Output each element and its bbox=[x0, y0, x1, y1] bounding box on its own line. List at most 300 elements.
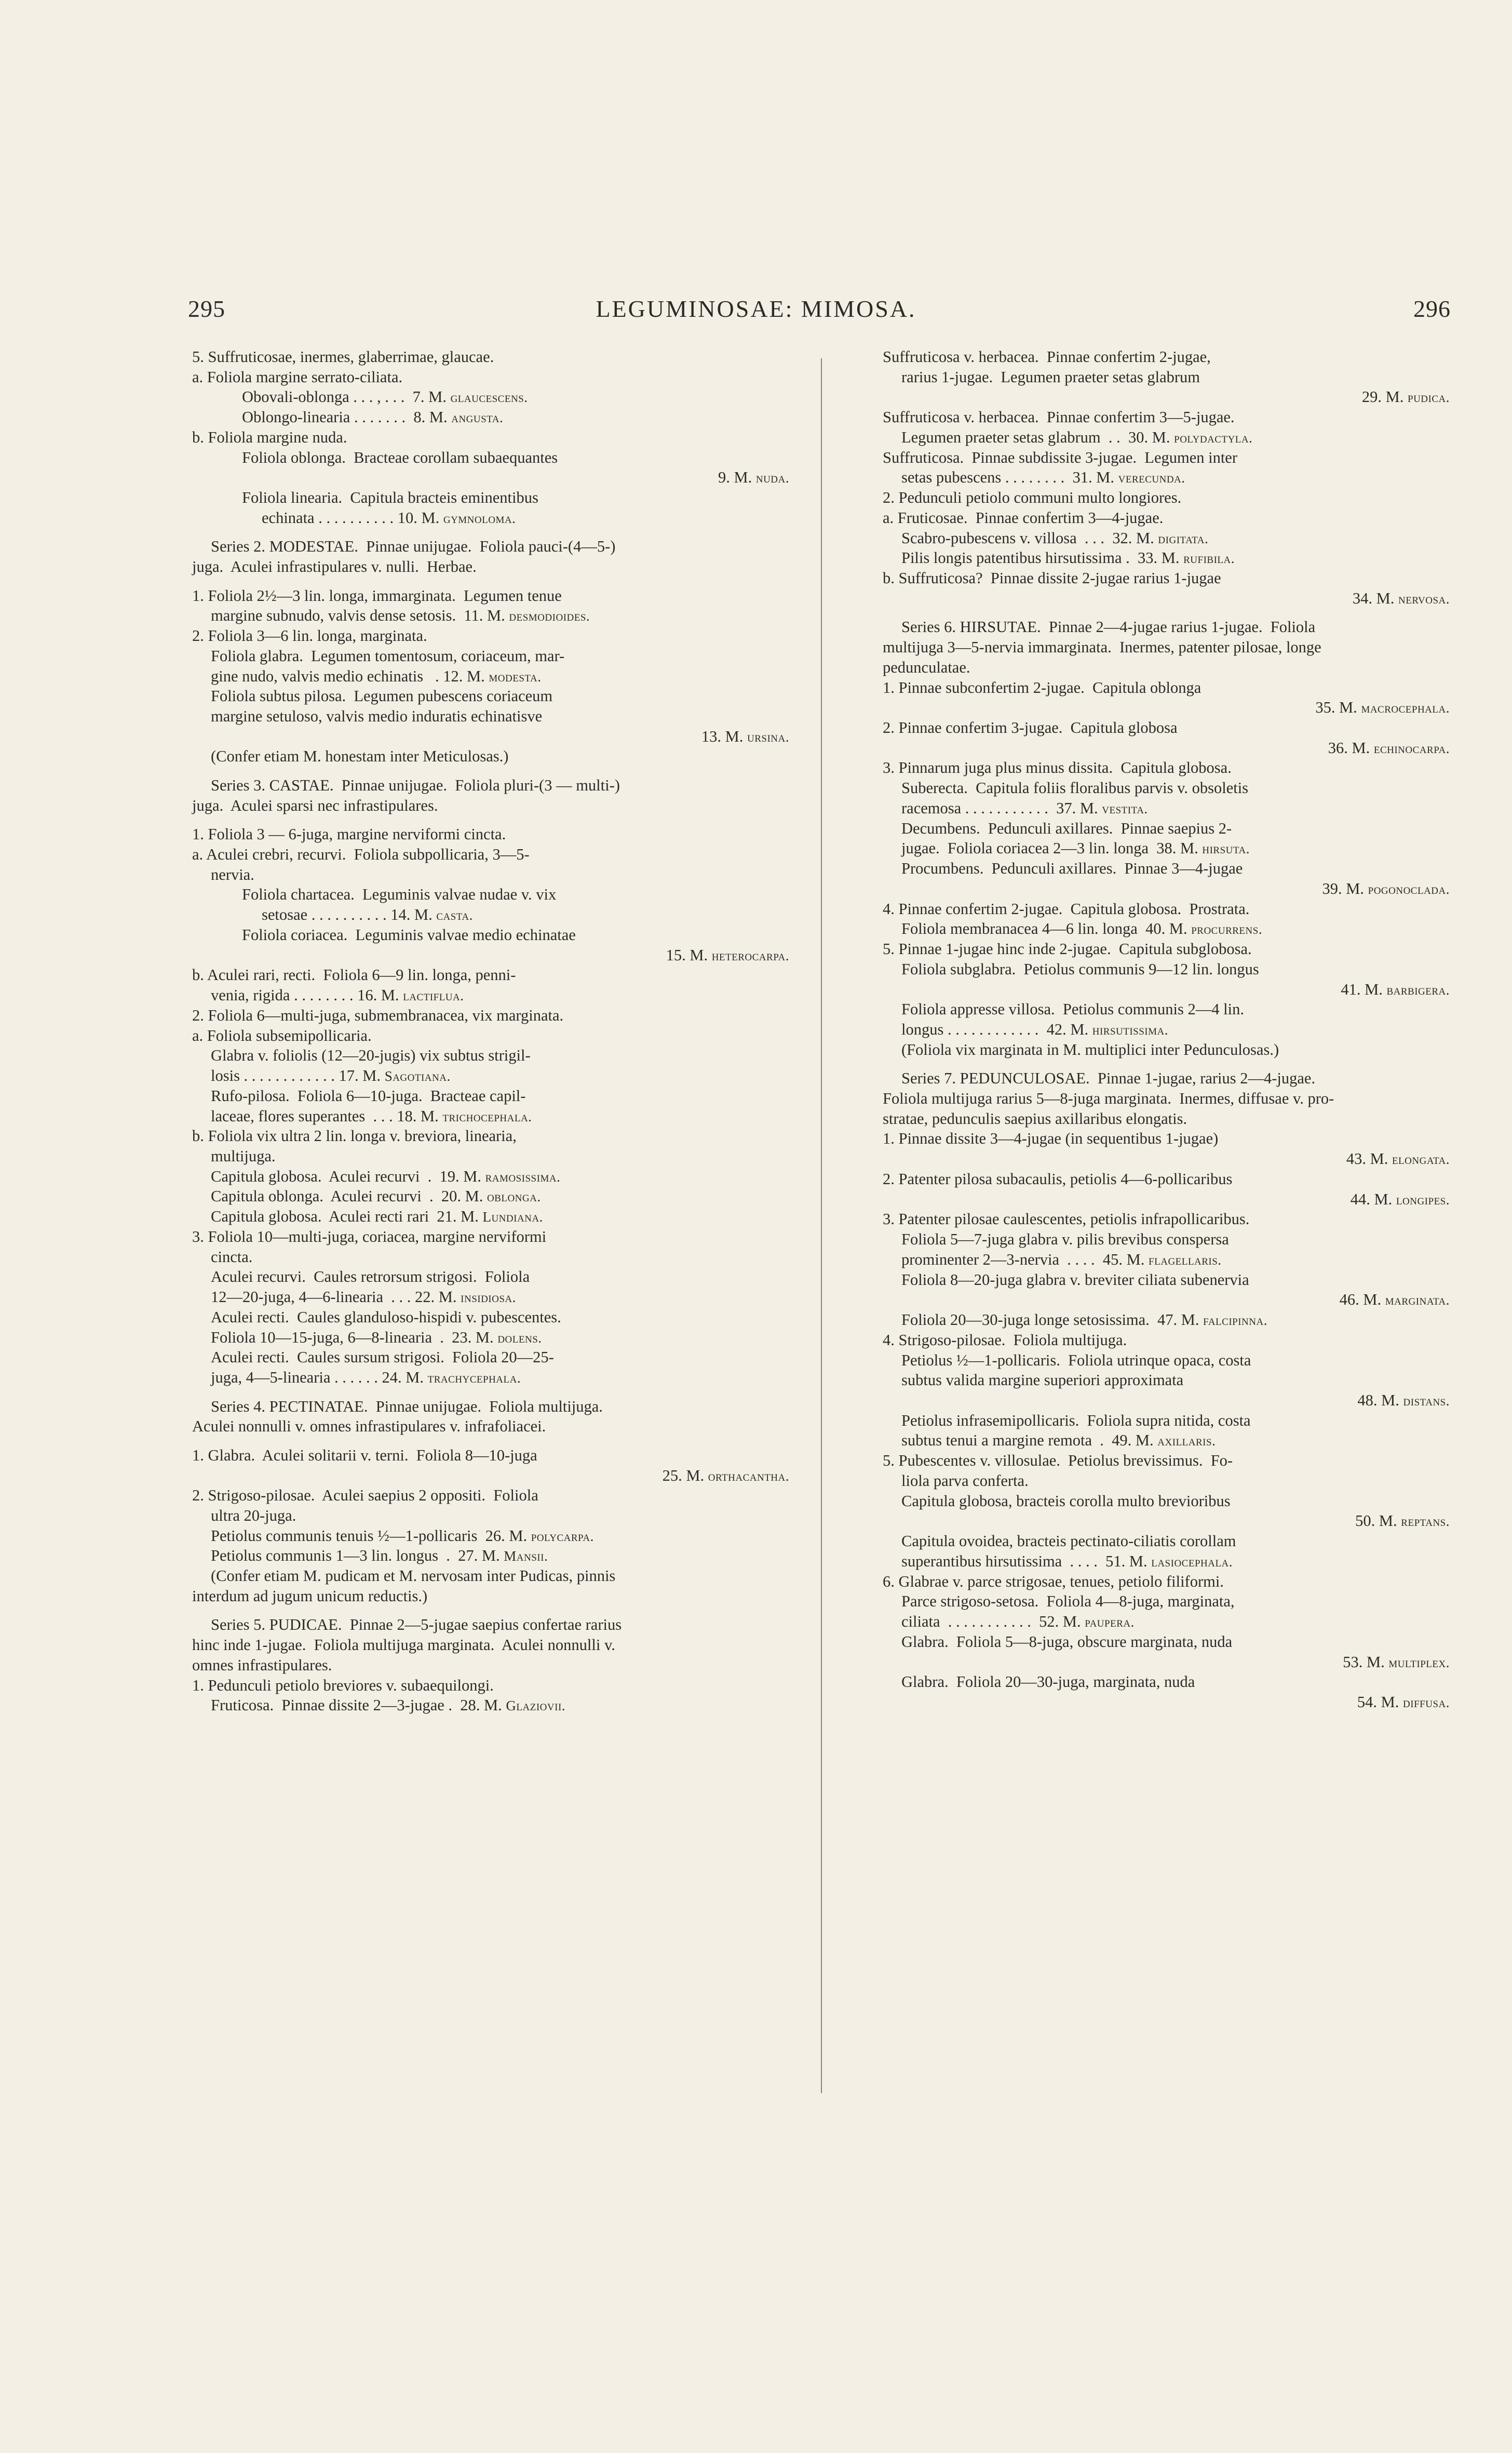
line-text: 1. Pedunculi petiolo breviores v. subaequilongi. bbox=[192, 1676, 494, 1694]
text-line bbox=[192, 1368, 793, 1388]
text-line bbox=[192, 865, 793, 885]
line-text: Petiolus ½—1-pollicaris. Foliola utrinque opaca, costa bbox=[901, 1351, 1251, 1369]
line-text: Series 7. PEDUNCULOSAE. Pinnae 1-jugae, rarius 2—4-jugae. bbox=[901, 1069, 1316, 1088]
line-text: Foliola subglabra. Petiolus communis 9—12 lin. longus bbox=[901, 960, 1259, 978]
text-line bbox=[883, 1632, 1454, 1652]
text-line bbox=[883, 1189, 1454, 1210]
text-line bbox=[883, 718, 1454, 738]
text-line bbox=[192, 347, 793, 367]
species-name: pudica. bbox=[1408, 390, 1450, 406]
species-name: elongata. bbox=[1392, 1151, 1450, 1168]
line-text: hinc inde 1-jugae. Foliola multijuga marginata. Aculei nonnulli v. bbox=[192, 1636, 615, 1654]
text-line bbox=[192, 1655, 793, 1675]
line-text: Series 4. PECTINATAE. Pinnae unijugae. Foliola multijuga. bbox=[211, 1397, 603, 1415]
text-line bbox=[883, 1692, 1454, 1712]
line-text: 3. Patenter pilosae caulescentes, petiolis infrapollicaribus. bbox=[883, 1210, 1250, 1228]
paragraph-gap bbox=[192, 1437, 793, 1445]
species-name: casta. bbox=[436, 907, 473, 923]
line-text: 9. M. bbox=[718, 468, 756, 487]
text-line bbox=[192, 1695, 793, 1715]
line-text: a. Foliola margine serrato-ciliata. bbox=[192, 368, 403, 386]
line-text: 50. M. bbox=[1355, 1512, 1401, 1530]
text-line bbox=[192, 1397, 793, 1417]
text-line bbox=[192, 824, 793, 845]
line-text: margine setuloso, valvis medio induratis echinatisve bbox=[211, 707, 543, 726]
line-text: 48. M. bbox=[1357, 1391, 1403, 1409]
text-line bbox=[192, 1006, 793, 1026]
text-line bbox=[192, 1106, 793, 1127]
line-text: 2. Strigoso-pilosae. Aculei saepius 2 oppositi. Foliola bbox=[192, 1486, 538, 1505]
text-line bbox=[883, 1411, 1454, 1431]
text-line bbox=[192, 1615, 793, 1635]
species-name: barbigera. bbox=[1386, 982, 1450, 998]
species-name: modesta. bbox=[489, 668, 542, 685]
line-text: Suberecta. Capitula foliis floralibus parvis v. obsoletis bbox=[901, 779, 1249, 797]
line-text: Pilis longis patentibus hirsutissima . 33. M. bbox=[901, 549, 1184, 567]
line-text: Fruticosa. Pinnae dissite 2—3-jugae . 28. M. bbox=[211, 1696, 506, 1714]
line-text: subtus valida margine superiori approximata bbox=[901, 1371, 1184, 1389]
line-text: 15. M. bbox=[666, 946, 712, 964]
text-line bbox=[192, 775, 793, 796]
right-column bbox=[883, 347, 1454, 1712]
line-text: Glabra v. foliolis (12—20-jugis) vix subtus strigil- bbox=[211, 1047, 531, 1065]
text-line bbox=[192, 1146, 793, 1167]
line-text: Rufo-pilosa. Foliola 6—10-juga. Bracteae capil- bbox=[211, 1087, 526, 1105]
line-text: (Foliola vix marginata in M. multiplici inter Pedunculosas.) bbox=[901, 1040, 1279, 1058]
line-text: Capitula ovoidea, bracteis pectinato-ciliatis corollam bbox=[901, 1532, 1236, 1550]
text-line bbox=[883, 1531, 1454, 1551]
column-divider bbox=[821, 358, 822, 2093]
text-line bbox=[192, 1416, 793, 1437]
species-name: dolens. bbox=[497, 1330, 542, 1346]
text-line bbox=[883, 1169, 1454, 1189]
text-line bbox=[883, 1068, 1454, 1089]
text-line bbox=[192, 1227, 793, 1247]
line-text: 3. Foliola 10—multi-juga, coriacea, margine nerviformi bbox=[192, 1227, 547, 1245]
text-line bbox=[883, 1229, 1454, 1250]
species-name: digitata. bbox=[1158, 530, 1209, 546]
line-text: 35. M. bbox=[1315, 699, 1361, 717]
line-text: Foliola oblonga. Bracteae corollam subaequantes bbox=[242, 448, 558, 466]
text-line bbox=[883, 939, 1454, 959]
text-line bbox=[192, 905, 793, 925]
text-line bbox=[192, 666, 793, 687]
text-line bbox=[192, 1586, 793, 1606]
line-text: (Confer etiam M. honestam inter Meticulosas.) bbox=[211, 747, 509, 766]
text-line bbox=[192, 488, 793, 508]
line-text: Aculei recti. Caules glanduloso-hispidi v. pubescentes. bbox=[211, 1308, 561, 1326]
text-line bbox=[192, 965, 793, 985]
line-text: Series 3. CASTAE. Pinnae unijugae. Foliola pluri-(3 — multi-) bbox=[211, 776, 620, 794]
species-name: rufibila. bbox=[1183, 551, 1235, 567]
text-line bbox=[883, 1250, 1454, 1270]
text-line bbox=[883, 1129, 1454, 1149]
line-text: superantibus hirsutissima . . . . 51. M. bbox=[901, 1552, 1152, 1570]
species-name: hirsutissima. bbox=[1092, 1022, 1168, 1038]
paragraph-gap bbox=[192, 1388, 793, 1397]
line-text: Legumen praeter setas glabrum . . 30. M. bbox=[901, 428, 1174, 446]
line-text: Suffruticosa v. herbacea. Pinnae confertim 3—5-jugae. bbox=[883, 408, 1235, 426]
text-line bbox=[192, 1045, 793, 1066]
text-line bbox=[883, 778, 1454, 798]
left-column bbox=[192, 347, 793, 1715]
text-line bbox=[192, 1287, 793, 1307]
line-text: juga. Aculei infrastipulares v. nulli. Herbae. bbox=[192, 558, 477, 576]
line-text: cincta. bbox=[211, 1248, 253, 1266]
line-text: juga, 4—5-linearia . . . . . . 24. M. bbox=[211, 1369, 428, 1387]
text-line bbox=[883, 448, 1454, 468]
line-text: (Confer etiam M. pudicam et M. nervosam inter Pudicas, pinnis bbox=[211, 1567, 616, 1585]
text-line bbox=[192, 606, 793, 626]
text-line bbox=[192, 1328, 793, 1348]
species-name: Glaziovii. bbox=[506, 1698, 566, 1714]
line-text: longus . . . . . . . . . . . . 42. M. bbox=[901, 1021, 1092, 1038]
line-text: Series 6. HIRSUTAE. Pinnae 2—4-jugae rarius 1-jugae. Foliola bbox=[901, 618, 1316, 636]
text-line bbox=[883, 980, 1454, 1000]
line-text: 1. Pinnae subconfertim 2-jugae. Capitula oblonga bbox=[883, 678, 1202, 696]
line-text: Suffruticosa v. herbacea. Pinnae confertim 2-jugae, bbox=[883, 348, 1211, 366]
line-text: liola parva conferta. bbox=[901, 1471, 1029, 1490]
paragraph-gap bbox=[192, 528, 793, 537]
text-line bbox=[192, 448, 793, 468]
text-line bbox=[192, 985, 793, 1006]
text-line bbox=[883, 698, 1454, 718]
line-text: margine subnudo, valvis dense setosis. 11. M. bbox=[211, 607, 509, 625]
line-text: 4. Strigoso-pilosae. Foliola multijuga. bbox=[883, 1331, 1127, 1349]
line-text: b. Suffruticosa? Pinnae dissite 2-jugae rarius 1-jugae bbox=[883, 569, 1221, 587]
text-line bbox=[192, 1485, 793, 1506]
line-text: Procumbens. Pedunculi axillares. Pinnae 3—4-jugae bbox=[901, 860, 1243, 878]
line-text: Foliola 8—20-juga glabra v. breviter ciliata subenervia bbox=[901, 1270, 1249, 1289]
species-name: multiplex. bbox=[1388, 1654, 1450, 1670]
page-number-right: 296 bbox=[1413, 296, 1451, 322]
text-line bbox=[883, 1020, 1454, 1040]
line-text: multijuga. bbox=[211, 1147, 276, 1165]
text-line bbox=[883, 467, 1454, 488]
line-text: Foliola multijuga rarius 5—8-juga marginata. Inermes, diffusae v. pro- bbox=[883, 1089, 1334, 1107]
line-text: juga. Aculei sparsi nec infrastipulares. bbox=[192, 796, 438, 814]
species-name: reptans. bbox=[1401, 1513, 1450, 1530]
text-line bbox=[192, 1347, 793, 1368]
line-text: pedunculatae. bbox=[883, 658, 970, 676]
line-text: stratae, pedunculis saepius axillaribus elongatis. bbox=[883, 1109, 1187, 1128]
line-text: jugae. Foliola coriacea 2—3 lin. longa 38. M. bbox=[901, 839, 1203, 857]
species-name: diffusa. bbox=[1403, 1695, 1450, 1710]
line-text: multijuga 3—5-nervia immarginata. Inermes, patenter pilosae, longe bbox=[883, 638, 1321, 656]
line-text: 2. Pedunculi petiolo communi multo longiores. bbox=[883, 489, 1182, 507]
paragraph-gap bbox=[883, 1060, 1454, 1068]
species-name: gymnoloma. bbox=[443, 510, 516, 526]
line-text: 5. Pinnae 1-jugae hinc inde 2-jugae. Capitula subglobosa. bbox=[883, 940, 1252, 958]
text-line bbox=[192, 727, 793, 747]
species-name: nuda. bbox=[755, 470, 789, 486]
line-text: 53. M. bbox=[1343, 1653, 1389, 1671]
line-text: 2. Patenter pilosa subacaulis, petiolis 4—6-pollicaribus bbox=[883, 1170, 1233, 1188]
species-name: pogonoclada. bbox=[1368, 881, 1450, 897]
line-text: 1. Foliola 2½—3 lin. longa, immarginata. Legumen tenue bbox=[192, 586, 562, 605]
species-name: falcipinna. bbox=[1203, 1312, 1267, 1329]
line-text: 39. M. bbox=[1322, 879, 1368, 897]
text-line bbox=[192, 884, 793, 905]
paragraph-gap bbox=[883, 609, 1454, 618]
line-text: b. Aculei rari, recti. Foliola 6—9 lin. longa, penni- bbox=[192, 966, 516, 984]
species-name: procurrens. bbox=[1191, 921, 1263, 937]
paragraph-gap bbox=[192, 577, 793, 586]
line-text: 34. M. bbox=[1352, 589, 1399, 607]
species-name: angusta. bbox=[451, 410, 504, 426]
line-text: Series 5. PUDICAE. Pinnae 2—5-jugae saepius confertae rarius bbox=[211, 1616, 622, 1634]
line-text: Petiolus communis 1—3 lin. longus . 27. M. bbox=[211, 1547, 504, 1565]
text-line bbox=[883, 1451, 1454, 1471]
line-text: 6. Glabrae v. parce strigosae, tenues, petiolo filiformi. bbox=[883, 1572, 1224, 1590]
line-text: racemosa . . . . . . . . . . . 37. M. bbox=[901, 799, 1102, 817]
text-line bbox=[192, 945, 793, 966]
text-line bbox=[883, 1471, 1454, 1491]
line-text: Parce strigoso-setosa. Foliola 4—8-juga, marginata, bbox=[901, 1592, 1235, 1611]
text-line bbox=[883, 1290, 1454, 1310]
text-line bbox=[883, 798, 1454, 819]
text-line bbox=[192, 796, 793, 816]
line-text: 44. M. bbox=[1350, 1190, 1396, 1208]
text-line bbox=[192, 1546, 793, 1566]
line-text: 43. M. bbox=[1346, 1150, 1392, 1168]
text-line bbox=[192, 1207, 793, 1227]
text-line bbox=[883, 738, 1454, 758]
line-text: laceae, flores superantes . . . 18. M. bbox=[211, 1107, 443, 1125]
text-line bbox=[883, 548, 1454, 568]
line-text: Series 2. MODESTAE. Pinnae unijugae. Foliola pauci-(4—5-) bbox=[211, 538, 616, 556]
line-text: Foliola appresse villosa. Petiolus communis 2—4 lin. bbox=[901, 1000, 1244, 1018]
text-line bbox=[883, 427, 1454, 448]
species-name: Mansii. bbox=[504, 1548, 548, 1564]
line-text: losis . . . . . . . . . . . . 17. M. bbox=[211, 1067, 385, 1085]
text-line bbox=[883, 1551, 1454, 1572]
species-name: desmodioides. bbox=[509, 608, 590, 624]
text-line bbox=[192, 1247, 793, 1267]
line-text: Aculei recurvi. Caules retrorsum strigosi. Foliola bbox=[211, 1268, 530, 1286]
text-line bbox=[192, 1466, 793, 1486]
line-text: Foliola 5—7-juga glabra v. pilis brevibus conspersa bbox=[901, 1230, 1229, 1249]
text-line bbox=[192, 557, 793, 577]
species-name: Lundiana. bbox=[482, 1209, 543, 1225]
text-line bbox=[192, 1675, 793, 1696]
paragraph-gap bbox=[192, 1606, 793, 1615]
line-text: Capitula globosa. Aculei recurvi . 19. M. bbox=[211, 1167, 485, 1185]
line-text: Oblongo-linearia . . . . . . . 8. M. bbox=[242, 408, 452, 426]
line-text: a. Aculei crebri, recurvi. Foliola subpollicaria, 3—5- bbox=[192, 845, 530, 863]
species-name: marginata. bbox=[1385, 1292, 1450, 1308]
line-text: a. Fruticosae. Pinnae confertim 3—4-jugae. bbox=[883, 508, 1164, 527]
species-name: polydactyla. bbox=[1174, 430, 1253, 446]
line-text: 12—20-juga, 4—6-linearia . . . 22. M. bbox=[211, 1288, 461, 1306]
line-text: Foliola glabra. Legumen tomentosum, coriaceum, mar- bbox=[211, 647, 565, 665]
text-line bbox=[883, 1310, 1454, 1330]
line-text: interdum ad jugum unicum reductis.) bbox=[192, 1587, 428, 1605]
text-line bbox=[192, 1167, 793, 1187]
line-text: Aculei nonnulli v. omnes infrastipulares v. infrafoliacei. bbox=[192, 1417, 546, 1436]
line-text: echinata . . . . . . . . . . 10. M. bbox=[262, 508, 443, 527]
text-line bbox=[192, 537, 793, 557]
line-text: Capitula oblonga. Aculei recurvi . 20. M. bbox=[211, 1187, 487, 1205]
text-line bbox=[883, 1209, 1454, 1229]
text-line bbox=[192, 387, 793, 407]
text-line bbox=[192, 1445, 793, 1466]
text-line bbox=[192, 1566, 793, 1586]
line-text: 29. M. bbox=[1361, 388, 1408, 406]
line-text: 2. Foliola 3—6 lin. longa, marginata. bbox=[192, 627, 427, 645]
line-text: Glabra. Foliola 20—30-juga, marginata, nuda bbox=[901, 1673, 1195, 1691]
species-name: flagellaris. bbox=[1149, 1252, 1222, 1268]
text-line bbox=[192, 1186, 793, 1207]
text-line bbox=[883, 919, 1454, 939]
line-text: prominenter 2—3-nervia . . . . 45. M. bbox=[901, 1250, 1149, 1268]
text-line bbox=[192, 646, 793, 666]
text-line bbox=[192, 1267, 793, 1287]
text-line bbox=[883, 1591, 1454, 1612]
line-text: venia, rigida . . . . . . . . 16. M. bbox=[211, 986, 403, 1004]
text-line bbox=[883, 1350, 1454, 1371]
text-line bbox=[883, 588, 1454, 609]
line-text: Foliola chartacea. Leguminis valvae nudae v. vix bbox=[242, 886, 557, 904]
line-text: 41. M. bbox=[1341, 980, 1387, 998]
text-line bbox=[883, 859, 1454, 879]
text-line bbox=[192, 626, 793, 646]
line-text: a. Foliola subsemipollicaria. bbox=[192, 1026, 372, 1044]
species-name: heterocarpa. bbox=[711, 947, 789, 963]
text-line bbox=[883, 838, 1454, 859]
text-line bbox=[883, 1040, 1454, 1060]
species-name: orthacantha. bbox=[708, 1468, 789, 1484]
line-text: 54. M. bbox=[1357, 1693, 1403, 1711]
line-text: ultra 20-juga. bbox=[211, 1506, 296, 1524]
text-line bbox=[883, 1511, 1454, 1531]
text-line bbox=[192, 925, 793, 945]
text-line bbox=[192, 706, 793, 727]
species-name: longipes. bbox=[1396, 1191, 1450, 1208]
species-name: trachycephala. bbox=[427, 1370, 521, 1386]
line-text: 5. Suffruticosae, inermes, glaberrimae, glaucae. bbox=[192, 348, 494, 366]
text-line bbox=[883, 1370, 1454, 1390]
text-line bbox=[192, 746, 793, 767]
text-line bbox=[883, 1089, 1454, 1109]
species-name: glaucescens. bbox=[450, 390, 528, 406]
line-text: Foliola subtus pilosa. Legumen pubescens coriaceum bbox=[211, 687, 553, 705]
text-line bbox=[192, 1126, 793, 1146]
text-line bbox=[883, 1491, 1454, 1511]
text-line bbox=[883, 999, 1454, 1020]
species-name: lactiflua. bbox=[403, 988, 464, 1004]
text-line bbox=[883, 879, 1454, 899]
text-line bbox=[883, 658, 1454, 678]
text-line bbox=[883, 508, 1454, 528]
text-line bbox=[883, 1672, 1454, 1692]
text-line bbox=[883, 1612, 1454, 1632]
line-text: 4. Pinnae confertim 2-jugae. Capitula globosa. Prostrata. bbox=[883, 900, 1250, 918]
text-line bbox=[192, 508, 793, 528]
species-name: Sagotiana. bbox=[384, 1068, 451, 1084]
text-line bbox=[883, 617, 1454, 637]
paragraph-gap bbox=[192, 767, 793, 775]
text-line bbox=[883, 678, 1454, 698]
paragraph-gap bbox=[192, 815, 793, 824]
text-line bbox=[192, 1026, 793, 1046]
text-line bbox=[192, 1066, 793, 1086]
line-text: 5. Pubescentes v. villosulae. Petiolus brevissimus. Fo- bbox=[883, 1452, 1233, 1470]
text-line bbox=[192, 407, 793, 427]
line-text: Capitula globosa. Aculei recti rari 21. M. bbox=[211, 1208, 483, 1226]
text-line bbox=[883, 1390, 1454, 1411]
text-line bbox=[192, 1086, 793, 1106]
line-text: Suffruticosa. Pinnae subdissite 3-jugae. Legumen inter bbox=[883, 448, 1238, 466]
line-text: 46. M. bbox=[1339, 1291, 1385, 1309]
line-text: ciliata . . . . . . . . . . . 52. M. bbox=[901, 1613, 1085, 1631]
line-text: Foliola 20—30-juga longe setosissima. 47. M. bbox=[901, 1311, 1204, 1329]
species-name: macrocephala. bbox=[1361, 700, 1450, 716]
line-text: Petiolus infrasemipollicaris. Foliola supra nitida, costa bbox=[901, 1411, 1251, 1429]
line-text: Petiolus communis tenuis ½—1-pollicaris 26. M. bbox=[211, 1526, 531, 1545]
text-line bbox=[883, 1109, 1454, 1129]
line-text: setosae . . . . . . . . . . 14. M. bbox=[262, 906, 437, 924]
line-text: 1. Foliola 3 — 6-juga, margine nerviformi cincta. bbox=[192, 825, 506, 843]
text-line bbox=[883, 1149, 1454, 1169]
species-name: trichocephala. bbox=[442, 1108, 532, 1124]
line-text: subtus tenui a margine remota . 49. M. bbox=[901, 1431, 1158, 1450]
text-line bbox=[192, 845, 793, 865]
text-line bbox=[883, 1330, 1454, 1350]
text-line bbox=[883, 568, 1454, 588]
species-name: echinocarpa. bbox=[1373, 740, 1450, 756]
text-line bbox=[883, 1430, 1454, 1451]
line-text: Capitula globosa, bracteis corolla multo brevioribus bbox=[901, 1492, 1231, 1510]
line-text: 13. M. bbox=[701, 727, 748, 745]
line-text: rarius 1-jugae. Legumen praeter setas glabrum bbox=[901, 368, 1200, 386]
line-text: Aculei recti. Caules sursum strigosi. Foliola 20—25- bbox=[211, 1348, 554, 1366]
line-text: 25. M. bbox=[662, 1466, 708, 1484]
page-number-left: 295 bbox=[188, 296, 225, 322]
species-name: axillaris. bbox=[1157, 1433, 1216, 1449]
text-line bbox=[192, 427, 793, 448]
text-line bbox=[192, 586, 793, 606]
species-name: verecunda. bbox=[1118, 470, 1185, 486]
species-name: ursina. bbox=[747, 729, 789, 745]
line-text: 1. Glabra. Aculei solitarii v. terni. Foliola 8—10-juga bbox=[192, 1446, 537, 1464]
line-text: 3. Pinnarum juga plus minus dissita. Capitula globosa. bbox=[883, 759, 1232, 777]
text-line bbox=[883, 347, 1454, 367]
line-text: Obovali-oblonga . . . , . . . 7. M. bbox=[242, 388, 451, 406]
line-text: Foliola 10—15-juga, 6—8-linearia . 23. M. bbox=[211, 1328, 498, 1346]
text-line bbox=[883, 819, 1454, 839]
text-line bbox=[883, 899, 1454, 919]
species-name: ramosissima. bbox=[485, 1169, 561, 1185]
text-line bbox=[883, 528, 1454, 548]
species-name: paupera. bbox=[1085, 1614, 1135, 1630]
line-text: Foliola membranacea 4—6 lin. longa 40. M. bbox=[901, 920, 1192, 938]
line-text: Scabro-pubescens v. villosa . . . 32. M. bbox=[901, 529, 1158, 547]
line-text: gine nudo, valvis medio echinatis . 12. M. bbox=[211, 667, 489, 685]
species-name: hirsuta. bbox=[1202, 841, 1250, 857]
line-text: setas pubescens . . . . . . . . 31. M. bbox=[901, 468, 1118, 487]
text-line bbox=[883, 367, 1454, 387]
text-line bbox=[883, 488, 1454, 508]
line-text: Foliola linearia. Capitula bracteis eminentibus bbox=[242, 489, 538, 507]
text-line bbox=[192, 1635, 793, 1655]
text-line bbox=[192, 467, 793, 488]
line-text: b. Foliola vix ultra 2 lin. longa v. breviora, linearia, bbox=[192, 1127, 517, 1145]
text-line bbox=[192, 367, 793, 387]
species-name: vestita. bbox=[1102, 800, 1148, 816]
line-text: 2. Foliola 6—multi-juga, submembranacea, vix marginata. bbox=[192, 1006, 564, 1024]
line-text: 1. Pinnae dissite 3—4-jugae (in sequentibus 1-jugae) bbox=[883, 1130, 1219, 1148]
